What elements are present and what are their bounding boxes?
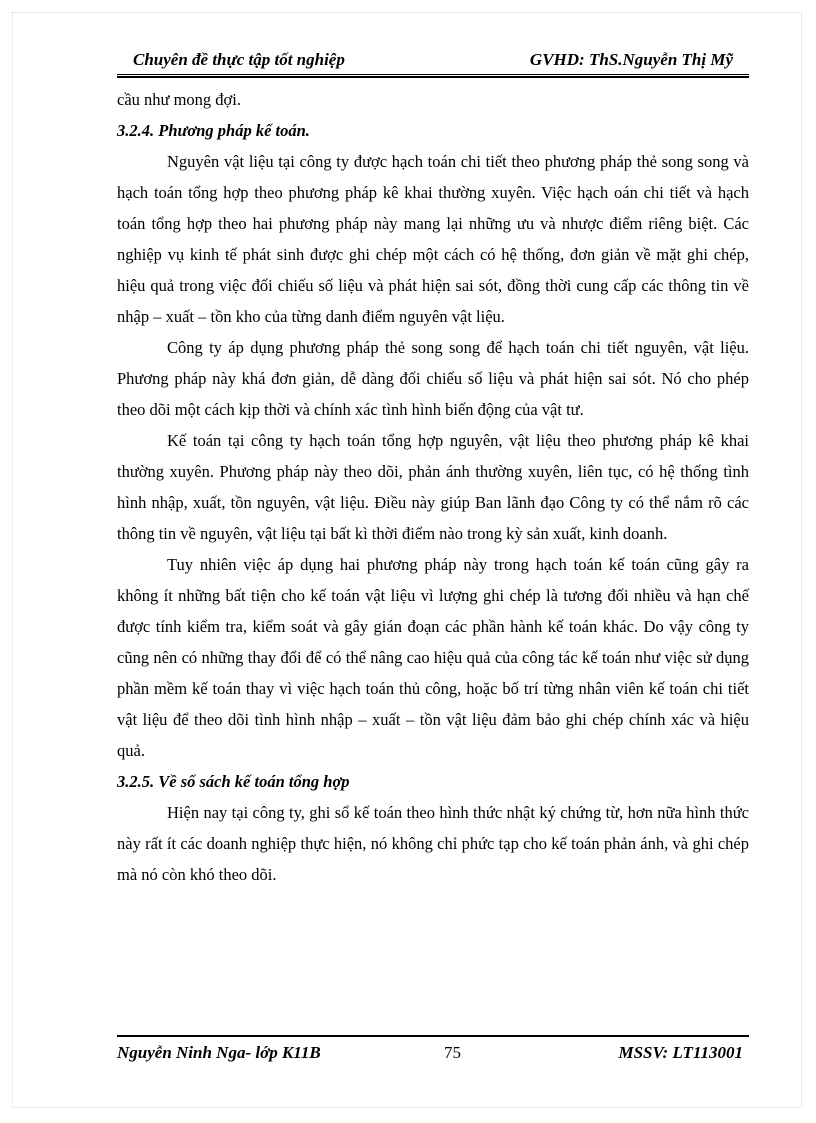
- section-heading-3-2-4: 3.2.4. Phương pháp kế toán.: [117, 121, 310, 140]
- footer-author: Nguyễn Ninh Nga- lớp K11B: [117, 1043, 321, 1062]
- header-rule: [117, 76, 749, 78]
- page-header: [117, 48, 749, 75]
- page-footer: [117, 1035, 749, 1065]
- paragraph: Nguyên vật liệu tại công ty được hạch toán chi tiết theo phương pháp thẻ song song và hạch toán tổng hợp theo phương pháp kê khai thường xuyên. Việc hạch oán chi tiết và hạch toán tổng hợp theo hai phương pháp này mang lại những ưu và nhược điểm riêng biệt. Các nghiệp vụ kinh tế phát sinh được ghi chép một cách có hệ thống, đơn giản về mặt ghi chép, hiệu quả trong việc đối chiếu số liệu và phát hiện sai sót, đồng thời cung cấp các thông tin về nhập – xuất – tồn kho của từng danh điểm nguyên vật liệu.: [117, 152, 749, 326]
- page-number: 75: [444, 1043, 461, 1062]
- paragraph-continuation: cầu như mong đợi.: [117, 90, 241, 109]
- paragraph: Kế toán tại công ty hạch toán tổng hợp nguyên, vật liệu theo phương pháp kê khai thường xuyên. Phương pháp này theo dõi, phản ánh thường xuyên, liên tục, có hệ thống tình hình nhập, xuất, tồn nguyên, vật liệu. Điều này giúp Ban lãnh đạo Công ty có thể nắm rõ các thông tin về nguyên, vật liệu tại bất kì thời điểm nào trong kỳ sản xuất, kinh doanh.: [117, 431, 749, 543]
- header-advisor: GVHD: ThS.Nguyễn Thị Mỹ: [529, 50, 733, 69]
- paragraph: Công ty áp dụng phương pháp thẻ song song để hạch toán chi tiết nguyên, vật liệu. Phương pháp này khá đơn giản, dễ dàng đối chiếu số liệu và phát hiện sai sót. Nó cho phép theo dõi một cách kịp thời và chính xác tình hình biến động của vật tư.: [117, 338, 749, 419]
- document-body: [117, 84, 749, 890]
- footer-student-id: MSSV: LT113001: [618, 1043, 743, 1062]
- section-heading-3-2-5: 3.2.5. Về sổ sách kế toán tổng hợp: [117, 772, 350, 791]
- paragraph: Tuy nhiên việc áp dụng hai phương pháp này trong hạch toán kế toán cũng gây ra không ít những bất tiện cho kế toán vật liệu vì lượng ghi chép là tương đối nhiều và hạn chế được tính kiểm tra, kiểm soát và gây gián đoạn các phần hành kế toán khác. Do vậy công ty cũng nên có những thay đổi để có thể nâng cao hiệu quả của công tác kế toán như việc sử dụng phần mềm kế toán thay vì việc hạch toán thủ công, hoặc bố trí từng nhân viên kế toán chi tiết vật liệu để theo dõi tình hình nhập – xuất – tồn vật liệu đảm bảo ghi chép chính xác và hiệu quả.: [117, 555, 749, 760]
- header-title: Chuyên đề thực tập tốt nghiệp: [133, 50, 345, 69]
- paragraph: Hiện nay tại công ty, ghi sổ kế toán theo hình thức nhật ký chứng từ, hơn nữa hình thức này rất ít các doanh nghiệp thực hiện, nó không chỉ phức tạp cho kế toán phản ánh, và ghi chép mà nó còn khó theo dõi.: [117, 803, 749, 884]
